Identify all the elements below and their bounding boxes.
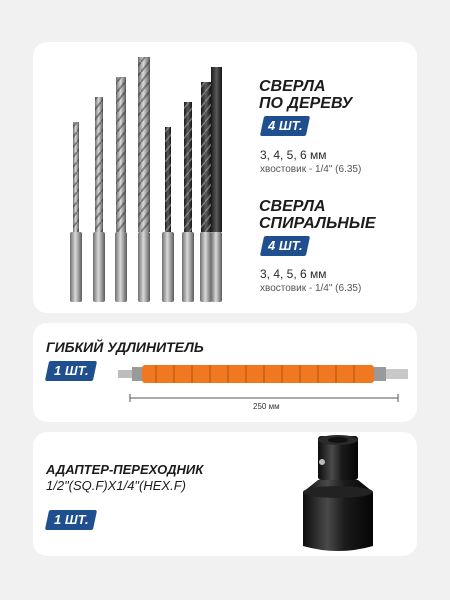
wood-drill-3mm	[162, 127, 174, 302]
adapter-card	[33, 432, 417, 556]
spiral-drill-4mm	[93, 97, 105, 302]
extension-length: 250 мм	[253, 402, 280, 411]
spiral-drills-qty-badge: 4 ШТ.	[260, 236, 310, 256]
wood-drills-title: СВЕРЛА ПО ДЕРЕВУ	[259, 78, 353, 113]
drill-bits-image	[53, 52, 223, 307]
spiral-drill-3mm	[70, 122, 82, 302]
adapter-title: АДАПТЕР-ПЕРЕХОДНИК 1/2"(SQ.F)X1/4"(HEX.F)	[46, 462, 204, 494]
extension-card	[33, 323, 417, 422]
extension-qty-badge: 1 ШТ.	[45, 361, 97, 381]
wood-drill-6mm	[211, 67, 222, 302]
wood-drills-sizes: 3, 4, 5, 6 мм	[260, 148, 327, 162]
spiral-drill-6mm	[138, 57, 150, 302]
spiral-drills-sizes: 3, 4, 5, 6 мм	[260, 267, 327, 281]
extension-title: ГИБКИЙ УДЛИНИТЕЛЬ	[46, 339, 204, 355]
adapter-qty-badge: 1 ШТ.	[45, 510, 97, 530]
spiral-drills-shank: хвостовик - 1/4" (6.35)	[260, 283, 362, 294]
spiral-drill-5mm	[115, 77, 127, 302]
spiral-drills-title: СВЕРЛА СПИРАЛЬНЫЕ	[259, 198, 376, 233]
flexible-extension-image	[118, 359, 418, 389]
wood-drill-4mm	[182, 102, 194, 302]
drill-set-card	[33, 42, 417, 313]
wood-drills-shank: хвостовик - 1/4" (6.35)	[260, 164, 362, 175]
adapter-image	[285, 434, 395, 554]
wood-drill-5mm	[200, 82, 212, 302]
wood-drills-qty-badge: 4 ШТ.	[260, 116, 310, 136]
